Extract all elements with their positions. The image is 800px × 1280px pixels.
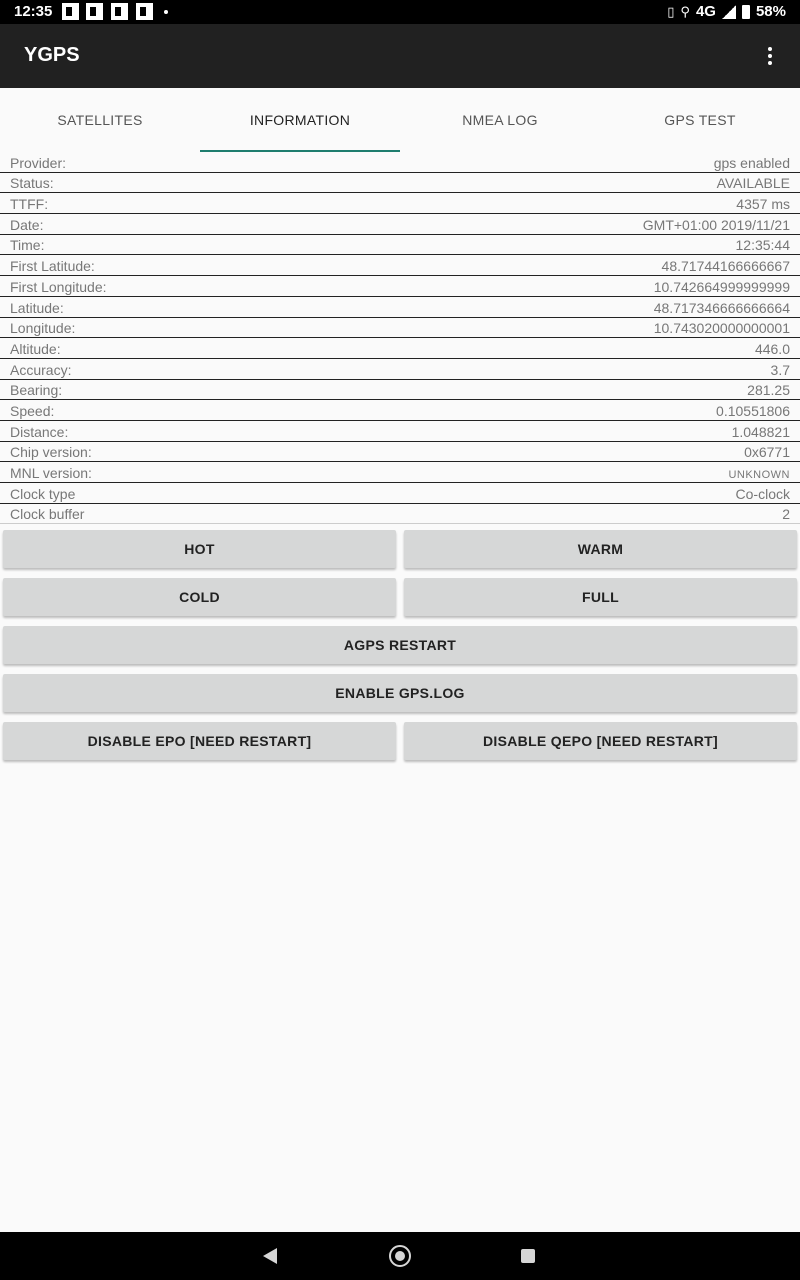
- location-icon: ⚲: [680, 3, 690, 19]
- info-row-time: [0, 235, 800, 256]
- home-icon[interactable]: [389, 1245, 411, 1267]
- info-row-longitude: [0, 318, 800, 339]
- info-row-ttff: [0, 193, 800, 214]
- info-row-accuracy: [0, 359, 800, 380]
- tab-information[interactable]: INFORMATION: [200, 88, 400, 152]
- agps-restart-button[interactable]: AGPS RESTART: [3, 626, 797, 664]
- info-label: First Latitude:: [10, 258, 95, 275]
- info-label: Clock type: [10, 485, 76, 502]
- info-label: Clock buffer: [10, 506, 85, 523]
- info-label: Date:: [10, 216, 44, 233]
- info-row-distance: [0, 421, 800, 442]
- disable-qepo-button[interactable]: DISABLE QEPO [NEED RESTART]: [404, 722, 797, 760]
- info-label: Speed:: [10, 402, 55, 419]
- info-value: Co-clock: [735, 485, 790, 502]
- info-value: 0.10551806: [716, 402, 790, 419]
- info-value: AVAILABLE: [716, 175, 790, 192]
- flipboard-notification-icon: [86, 3, 103, 20]
- info-value: 4357 ms: [736, 196, 790, 213]
- info-row-first-latitude: [0, 255, 800, 276]
- button-row: [0, 626, 800, 666]
- info-label: TTFF:: [10, 196, 49, 213]
- status-bar: [0, 0, 800, 24]
- info-label: Time:: [10, 237, 45, 254]
- info-row-latitude: [0, 297, 800, 318]
- info-value: 0x6771: [744, 444, 790, 461]
- info-row-status: [0, 173, 800, 194]
- info-label: Latitude:: [10, 299, 64, 316]
- enable-gps-log-button[interactable]: ENABLE GPS.LOG: [3, 674, 797, 712]
- recent-apps-icon[interactable]: [521, 1249, 535, 1263]
- vibrate-icon: ▯: [667, 3, 675, 19]
- info-row-chip-version: [0, 442, 800, 463]
- tab-gps-test[interactable]: GPS TEST: [664, 112, 736, 128]
- info-row-clock-type: [0, 483, 800, 504]
- info-value: 48.71744166666667: [661, 258, 790, 275]
- info-label: Status:: [10, 175, 54, 192]
- button-row: [0, 674, 800, 714]
- more-notifications-icon: [164, 10, 168, 14]
- info-label: First Longitude:: [10, 278, 107, 295]
- info-value: 10.743020000000001: [653, 320, 790, 337]
- button-row: [0, 530, 800, 570]
- info-row-first-longitude: [0, 276, 800, 297]
- battery-percent: 58%: [755, 3, 786, 20]
- back-icon[interactable]: [263, 1248, 277, 1264]
- warm-button[interactable]: WARM: [404, 530, 797, 568]
- tab-satellites[interactable]: SATELLITES: [57, 112, 143, 128]
- info-label: Provider:: [10, 154, 67, 171]
- info-value: 1.048821: [731, 423, 790, 440]
- info-label: MNL version:: [10, 465, 92, 481]
- info-value: 12:35:44: [735, 237, 790, 254]
- button-row: [0, 722, 800, 762]
- overflow-menu-icon[interactable]: [760, 44, 780, 68]
- info-label: Altitude:: [10, 340, 61, 357]
- status-time: 12:35: [14, 3, 53, 20]
- navigation-bar: [0, 1232, 800, 1280]
- app-bar: [0, 24, 800, 88]
- info-row-bearing: [0, 380, 800, 401]
- info-value: 446.0: [754, 340, 790, 357]
- info-label: Chip version:: [10, 444, 92, 461]
- info-label: Accuracy:: [10, 361, 72, 378]
- gallery-notification-icon: [62, 3, 79, 20]
- status-right: [667, 3, 786, 20]
- cold-button[interactable]: COLD: [3, 578, 396, 616]
- full-button[interactable]: FULL: [404, 578, 797, 616]
- info-value: 281.25: [747, 382, 790, 399]
- info-row-provider: [0, 152, 800, 173]
- info-row-clock-buffer: [0, 504, 800, 525]
- battery-icon: [742, 5, 750, 19]
- info-value: GMT+01:00 2019/11/21: [642, 216, 790, 233]
- info-row-mnl-version: [0, 462, 800, 483]
- app-title: YGPS: [24, 44, 80, 66]
- info-label: Distance:: [10, 423, 69, 440]
- disable-epo-button[interactable]: DISABLE EPO [NEED RESTART]: [3, 722, 396, 760]
- info-value: 48.717346666666664: [653, 299, 790, 316]
- info-value: 2: [782, 506, 790, 523]
- signal-icon: [722, 5, 736, 19]
- tab-bar: [0, 88, 800, 152]
- info-label: Longitude:: [10, 320, 76, 337]
- info-row-speed: [0, 400, 800, 421]
- info-label: Bearing:: [10, 382, 63, 399]
- info-value: 10.742664999999999: [653, 278, 790, 295]
- info-value: UNKNOWN: [728, 469, 790, 481]
- info-row-date: [0, 214, 800, 235]
- flipboard-notification-icon: [136, 3, 153, 20]
- flipboard-notification-icon: [111, 3, 128, 20]
- info-value: gps enabled: [713, 154, 790, 171]
- network-type: 4G: [695, 3, 716, 20]
- info-value: 3.7: [770, 361, 790, 378]
- info-row-altitude: [0, 338, 800, 359]
- hot-button[interactable]: HOT: [3, 530, 396, 568]
- button-row: [0, 578, 800, 618]
- information-list: [0, 152, 800, 524]
- tab-nmea-log[interactable]: NMEA LOG: [462, 112, 538, 128]
